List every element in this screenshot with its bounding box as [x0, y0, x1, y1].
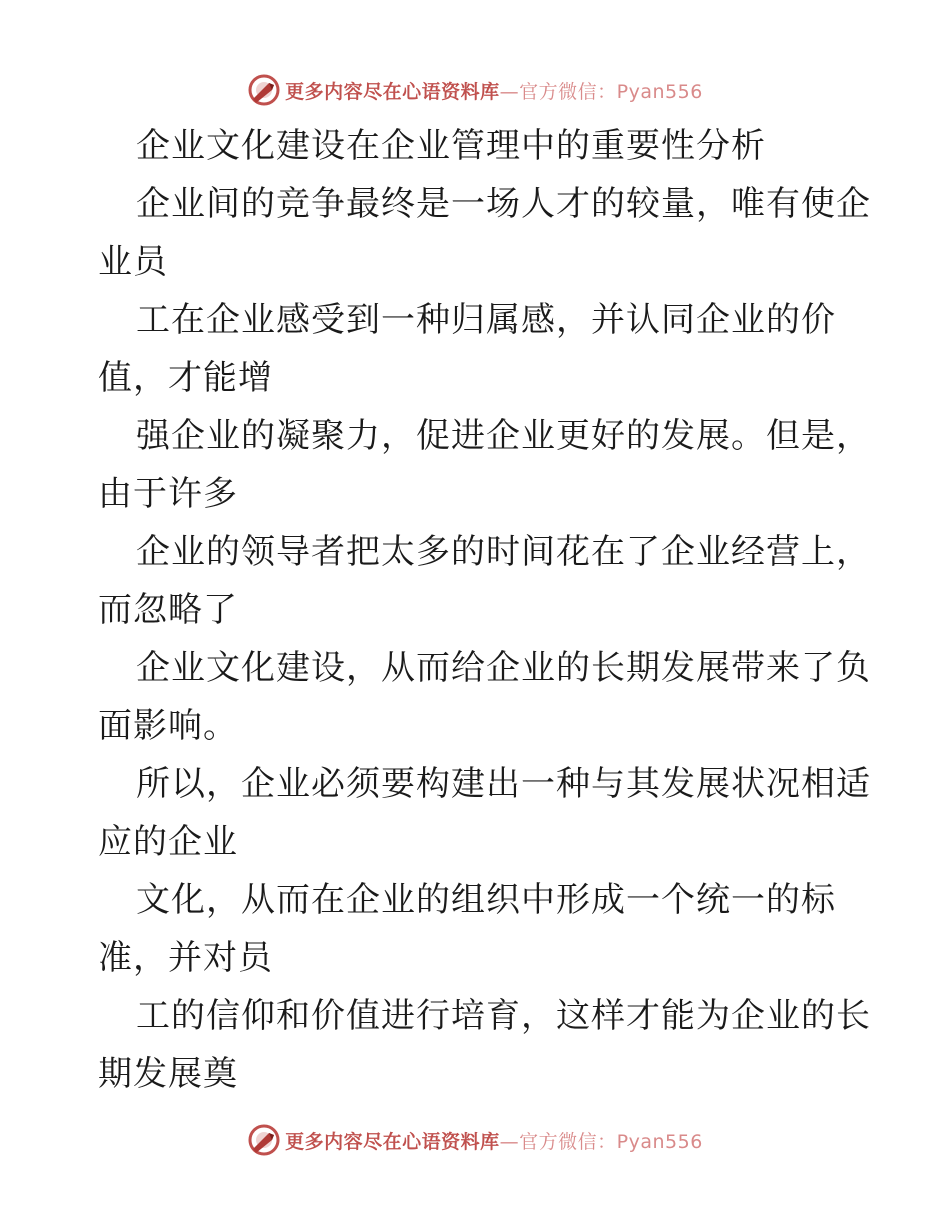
document-body	[98, 117, 871, 1103]
text-line: 业员	[98, 242, 168, 282]
text-line: 工的信仰和价值进行培育，这样才能为企业的长	[136, 996, 871, 1036]
header-banner	[0, 70, 950, 110]
footer-banner	[0, 1120, 950, 1160]
footer-contact: 官方微信：Pyan556	[519, 1130, 703, 1153]
text-line: 文化，从而在企业的组织中形成一个统一的标	[136, 880, 836, 920]
header-title: 更多内容尽在心语资料库	[285, 80, 500, 103]
text-line: 工在企业感受到一种归属感，并认同企业的价	[136, 300, 836, 340]
text-line: 由于许多	[98, 474, 238, 514]
text-line: 应的企业	[98, 822, 238, 862]
text-line: 企业的领导者把太多的时间花在了企业经营上，	[136, 532, 871, 572]
document-title: 企业文化建设在企业管理中的重要性分析	[136, 126, 766, 166]
text-line: 期发展奠	[98, 1054, 238, 1094]
text-line: 值，才能增	[98, 358, 273, 398]
footer-separator: —	[499, 1130, 520, 1153]
text-line: 面影响。	[98, 706, 238, 746]
text-line: 企业间的竞争最终是一场人才的较量，唯有使企	[136, 184, 871, 224]
text-line: 企业文化建设，从而给企业的长期发展带来了负	[136, 648, 871, 688]
header-separator: —	[499, 80, 520, 103]
pen-nib-logo-icon	[247, 73, 281, 107]
pen-nib-logo-icon	[247, 1123, 281, 1157]
text-line: 准，并对员	[98, 938, 273, 978]
text-line: 而忽略了	[98, 590, 238, 630]
footer-banner-text	[285, 1127, 703, 1154]
text-line: 强企业的凝聚力，促进企业更好的发展。但是，	[136, 416, 871, 456]
text-line: 所以，企业必须要构建出一种与其发展状况相适	[136, 764, 871, 804]
header-contact: 官方微信：Pyan556	[519, 80, 703, 103]
header-banner-text	[285, 77, 703, 104]
footer-title: 更多内容尽在心语资料库	[285, 1130, 500, 1153]
